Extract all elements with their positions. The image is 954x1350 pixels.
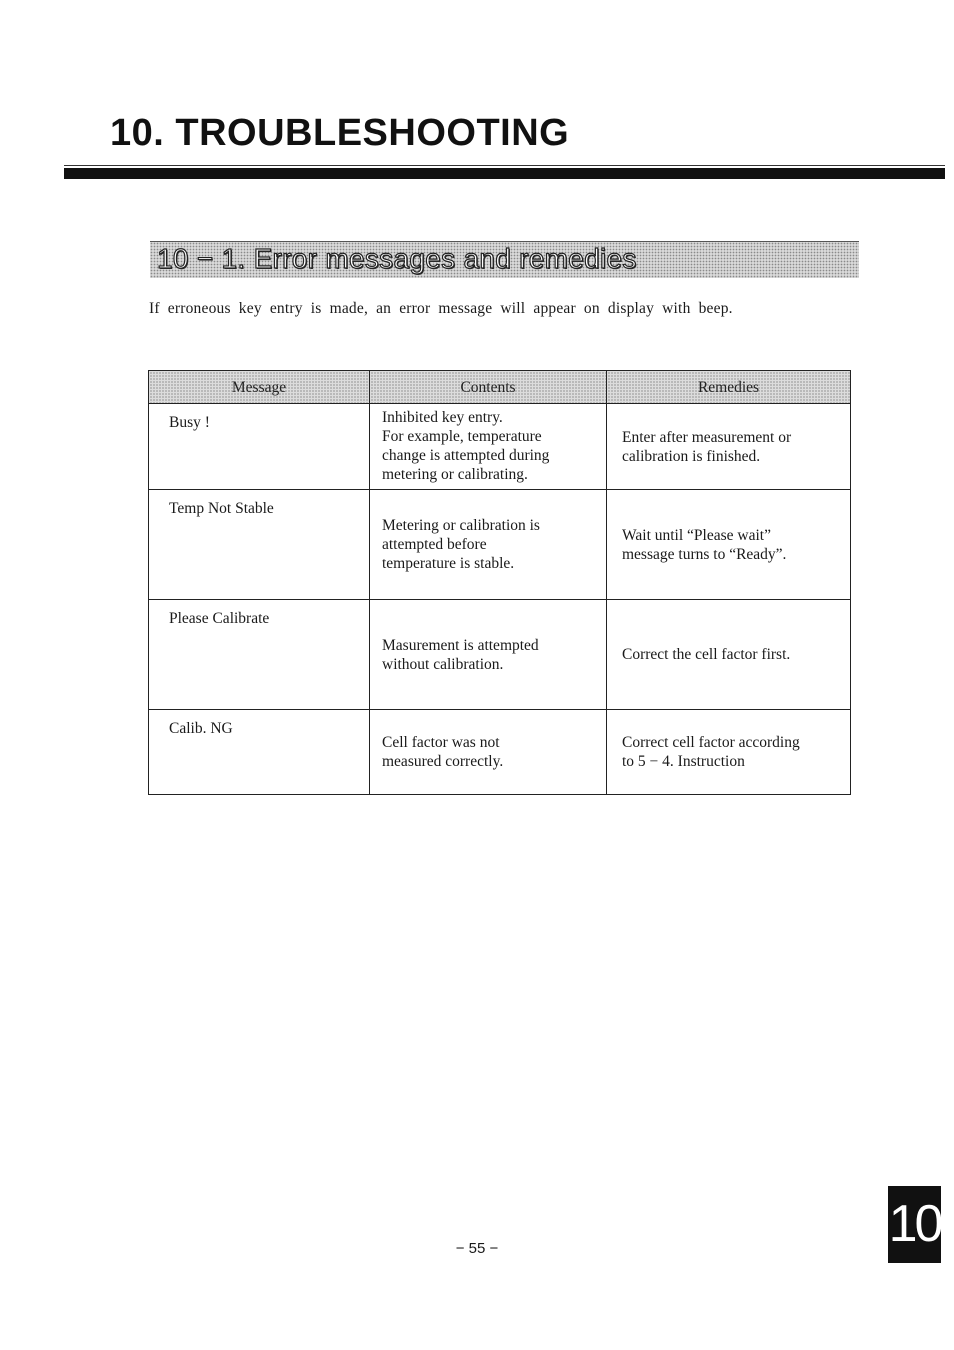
contents-cell: Cell factor was not measured correctly. bbox=[370, 710, 607, 795]
header-message: Message bbox=[149, 371, 370, 404]
message-cell: Temp Not Stable bbox=[149, 490, 370, 600]
remedies-cell: Wait until “Please wait” message turns to “Ready”. bbox=[607, 490, 851, 600]
page-number: − 55 − bbox=[455, 1240, 499, 1257]
message-cell: Calib. NG bbox=[149, 710, 370, 795]
section-banner bbox=[150, 241, 859, 278]
section-title: 10 − 1. Error messages and remedies bbox=[157, 243, 637, 274]
message-cell: Busy ! bbox=[149, 404, 370, 490]
remedies-cell: Correct cell factor according to 5 − 4. Instruction bbox=[607, 710, 851, 795]
contents-cell: Metering or calibration is attempted before temperature is stable. bbox=[370, 490, 607, 600]
header-contents: Contents bbox=[370, 371, 607, 404]
error-messages-table bbox=[148, 370, 851, 795]
remedies-cell: Enter after measurement or calibration is finished. bbox=[607, 404, 851, 490]
table-header-row bbox=[149, 371, 851, 404]
remedies-cell: Correct the cell factor first. bbox=[607, 600, 851, 710]
contents-cell: Inhibited key entry. For example, temperature change is attempted during metering or calibrating. bbox=[370, 404, 607, 490]
table-row bbox=[149, 600, 851, 710]
chapter-title: 10. TROUBLESHOOTING bbox=[110, 112, 570, 154]
header-remedies: Remedies bbox=[607, 371, 851, 404]
message-cell: Please Calibrate bbox=[149, 600, 370, 710]
intro-text: If erroneous key entry is made, an error message will appear on display with beep. bbox=[149, 300, 733, 317]
title-rule bbox=[64, 168, 945, 179]
table-row bbox=[149, 404, 851, 490]
contents-cell: Masurement is attempted without calibration. bbox=[370, 600, 607, 710]
table-row bbox=[149, 490, 851, 600]
chapter-tab: 10 bbox=[888, 1186, 941, 1263]
table-row bbox=[149, 710, 851, 795]
